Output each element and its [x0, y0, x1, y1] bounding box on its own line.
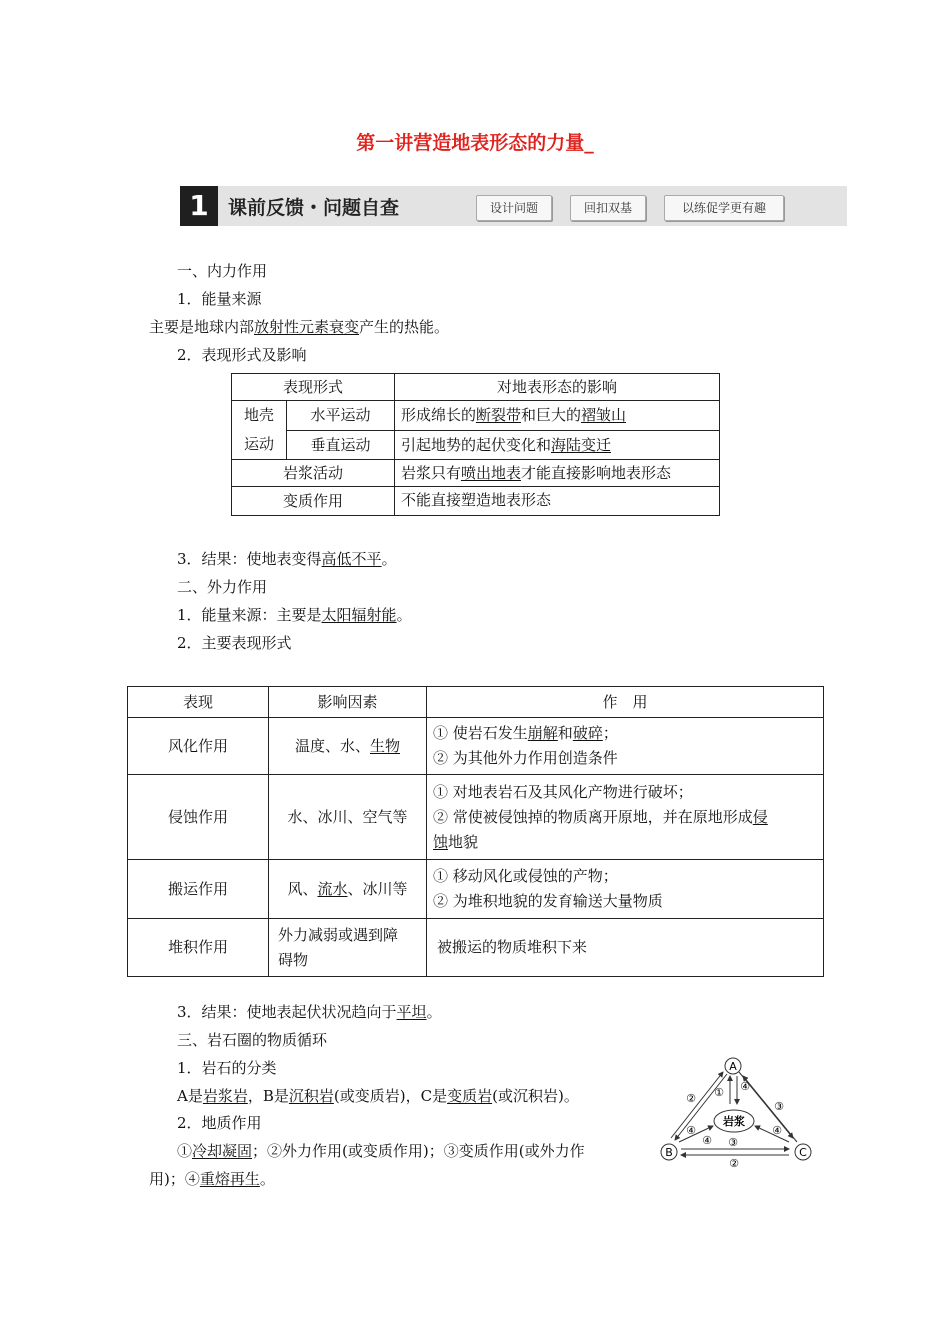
external-force-table [127, 686, 824, 977]
process-label: ② [729, 1157, 739, 1170]
heading-rock-cycle: 三、岩石圈的物质循环 [177, 1031, 328, 1049]
page-title: 第一讲营造地表形态的力量_ [356, 132, 594, 154]
external-energy-source: 1．能量来源：主要是太阳辐射能。 [177, 606, 412, 624]
table-cell: 岩浆只有喷出地表才能直接影响地表形态 [394, 460, 719, 487]
process-label: ④ [702, 1134, 712, 1147]
process-label: ④ [686, 1124, 696, 1137]
factor-cell: 水、冰川、空气等 [269, 775, 427, 860]
item-main-forms: 2．主要表现形式 [177, 634, 292, 652]
process-label: ④ [740, 1080, 750, 1093]
internal-force-table [231, 373, 720, 516]
factor-cell: 外力减弱或遇到障 碍物 [269, 919, 427, 977]
section-banner [180, 186, 847, 226]
item-energy-source: 1．能量来源 [177, 290, 262, 308]
table-header: 对地表形态的影响 [394, 374, 719, 401]
section-title: 课前反馈・问题自查 [228, 197, 400, 219]
process-label: ① [714, 1086, 724, 1099]
arrow-a-to-b [675, 1074, 727, 1140]
process-text-2: 用)；④重熔再生。 [149, 1170, 275, 1188]
row-name: 侵蚀作用 [128, 775, 269, 860]
table-header: 影响因素 [269, 687, 427, 718]
item-geological-processes: 2．地质作用 [177, 1114, 262, 1132]
item-rock-classification: 1．岩石的分类 [177, 1059, 277, 1077]
tab-practice-fun[interactable]: 以练促学更有趣 [664, 195, 784, 221]
energy-source-text: 主要是地球内部放射性元素衰变产生的热能。 [149, 318, 450, 336]
process-text-1: ①冷却凝固；②外力作用(或变质作用)；③变质作用(或外力作 [177, 1142, 585, 1160]
heading-internal-force: 一、内力作用 [177, 262, 268, 280]
arrow-c-to-a [743, 1076, 797, 1142]
effect-cell: ① 使岩石发生崩解和破碎； ② 为其他外力作用创造条件 [427, 718, 824, 775]
row-name: 变质作用 [232, 487, 395, 516]
row-name: 搬运作用 [128, 860, 269, 919]
row-name: 堆积作用 [128, 919, 269, 977]
row-name: 风化作用 [128, 718, 269, 775]
row-name: 岩浆活动 [232, 460, 395, 487]
table-header: 作 用 [427, 687, 824, 718]
row-name: 垂直运动 [287, 430, 395, 460]
table-header: 表现 [128, 687, 269, 718]
arrow-b-to-a [671, 1072, 723, 1138]
tab-review-basics[interactable]: 回扣双基 [570, 195, 646, 221]
rock-classification-text: A是岩浆岩，B是沉积岩(或变质岩)，C是变质岩(或沉积岩)。 [177, 1087, 579, 1105]
effect-cell: ① 对地表岩石及其风化产物进行破坏； ② 常使被侵蚀掉的物质离开原地，并在原地形成侵 蚀地貌 [427, 775, 824, 860]
process-label: ③ [728, 1136, 738, 1149]
factor-cell: 温度、水、生物 [269, 718, 427, 775]
section-number: 1 [180, 186, 218, 226]
external-result: 3．结果：使地表起伏状况趋向于平坦。 [177, 1003, 442, 1021]
process-label: ③ [774, 1100, 784, 1113]
rock-cycle-diagram [657, 1056, 817, 1172]
table-cell: 形成绵长的断裂带和巨大的褶皱山 [394, 401, 719, 431]
table-header: 表现形式 [232, 374, 395, 401]
crust-movement-label: 地壳 运动 [232, 401, 287, 460]
table-cell: 不能直接塑造地表形态 [394, 487, 719, 516]
heading-external-force: 二、外力作用 [177, 578, 268, 596]
row-name: 水平运动 [287, 401, 395, 431]
effect-cell: ① 移动风化或侵蚀的产物； ② 为堆积地貌的发育输送大量物质 [427, 860, 824, 919]
table-cell: 引起地势的起伏变化和海陆变迁 [394, 430, 719, 460]
node-c-label: C [799, 1146, 807, 1159]
node-a-label: A [729, 1060, 737, 1073]
item-forms-effects: 2．表现形式及影响 [177, 346, 307, 364]
effect-cell: 被搬运的物质堆积下来 [427, 919, 824, 977]
tab-design-question[interactable]: 设计问题 [476, 195, 552, 221]
process-label: ② [686, 1092, 696, 1105]
node-magma-label: 岩浆 [723, 1115, 745, 1128]
process-label: ④ [772, 1124, 782, 1137]
node-b-label: B [665, 1146, 673, 1159]
internal-result: 3．结果：使地表变得高低不平。 [177, 550, 397, 568]
factor-cell: 风、流水、冰川等 [269, 860, 427, 919]
